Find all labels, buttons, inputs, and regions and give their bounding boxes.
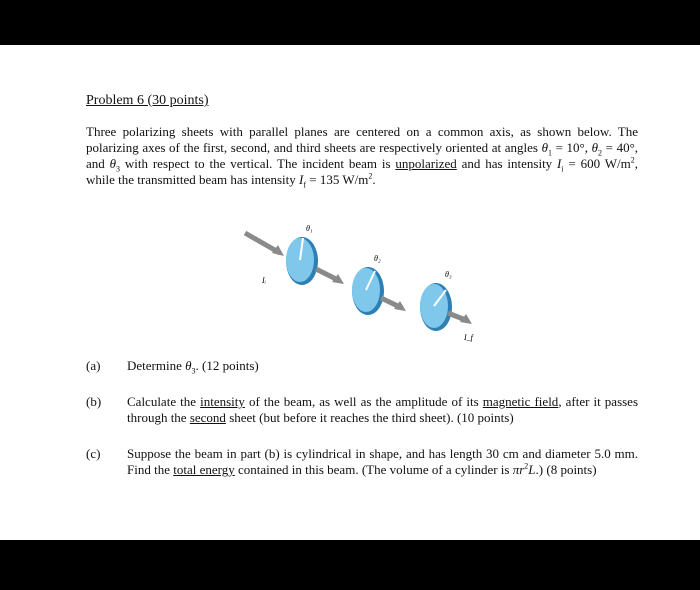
theta2-subscript: 2	[598, 148, 603, 158]
part-a-text-1: Determine	[127, 358, 186, 373]
part-c-text	[127, 446, 638, 478]
part-a-text	[127, 358, 638, 374]
transmitted-intensity-subscript: f	[303, 180, 307, 190]
polarizer-figure	[240, 213, 500, 343]
problem-intro	[86, 124, 638, 188]
unpolarized-underlined: unpolarized	[395, 156, 457, 171]
incident-intensity-symbol: I	[557, 156, 562, 171]
theta3-label: θ₃	[445, 270, 452, 279]
magnetic-field-underlined: magnetic field	[482, 394, 559, 409]
part-a-theta-subscript: 3	[191, 366, 196, 376]
part-a-label: (a)	[86, 358, 101, 373]
transmitted-intensity-exponent: 2	[368, 171, 373, 181]
intro-text-2: with respect to the vertical. The incident beam is	[120, 156, 391, 171]
incident-intensity-label: Iᵢ	[262, 276, 266, 285]
total-energy-underlined: total energy	[173, 462, 235, 477]
part-b-text-1: Calculate the	[127, 394, 201, 409]
incident-intensity-exponent: 2	[630, 155, 635, 165]
intro-text-1: Three polarizing sheets with parallel planes are centered on a common axis, as shown below. The polarizing axes of the first, second, and third sheets are respectively oriented at angles	[86, 124, 638, 155]
theta2-label: θ₂	[374, 254, 381, 263]
incident-intensity-subscript: i	[561, 164, 564, 174]
theta3-symbol: θ	[109, 156, 117, 171]
intro-text-5: .	[372, 172, 376, 187]
theta1-value: = 10°,	[552, 140, 589, 155]
theta1-symbol: θ	[541, 140, 548, 155]
incident-intensity-value: = 600 W/m	[563, 156, 631, 171]
theta2-value: = 40°, and	[86, 140, 639, 171]
cylinder-formula-exponent: 2	[524, 461, 529, 471]
document-page	[0, 45, 700, 540]
part-b-text	[127, 394, 638, 426]
cylinder-formula-pi-r: πr	[512, 462, 525, 477]
intro-text-4: , while the transmitted beam has intensity	[86, 156, 639, 187]
part-b-text-2: of the beam, as well as the amplitude of its	[244, 394, 483, 409]
part-a-theta-symbol: θ	[185, 358, 192, 373]
bottom-black-bar	[0, 540, 700, 590]
theta1-subscript: 1	[548, 148, 552, 158]
transmitted-intensity-symbol: I	[299, 172, 304, 187]
part-b-text-3: , after it passes through the	[127, 394, 639, 425]
part-c-text-3: .) (8 points)	[535, 462, 597, 477]
problem-title: Problem 6 (30 points)	[86, 93, 209, 108]
part-a-text-2: . (12 points)	[195, 358, 259, 373]
intro-text-3: and has intensity	[456, 156, 553, 171]
part-c-label: (c)	[86, 446, 101, 461]
theta3-subscript: 3	[116, 164, 121, 174]
part-b-text-4: sheet (but before it reaches the third sheet). (10 points)	[225, 410, 514, 425]
transmitted-intensity-value: = 135 W/m	[306, 172, 369, 187]
part-c-text-1: Suppose the beam in part (b) is cylindrical in shape, and has length 30 cm and diameter 5.0 mm. Find the	[127, 446, 638, 477]
part-c-text-2: contained in this beam. (The volume of a cylinder is	[234, 462, 513, 477]
part-b-label: (b)	[86, 394, 102, 409]
transmitted-intensity-label: I_f	[464, 333, 473, 342]
second-underlined: second	[189, 410, 226, 425]
theta2-symbol: θ	[591, 140, 599, 155]
cylinder-formula-length: L	[528, 462, 536, 477]
top-black-bar	[0, 0, 700, 45]
intensity-underlined: intensity	[200, 394, 245, 409]
theta1-label: θ₁	[306, 224, 313, 233]
